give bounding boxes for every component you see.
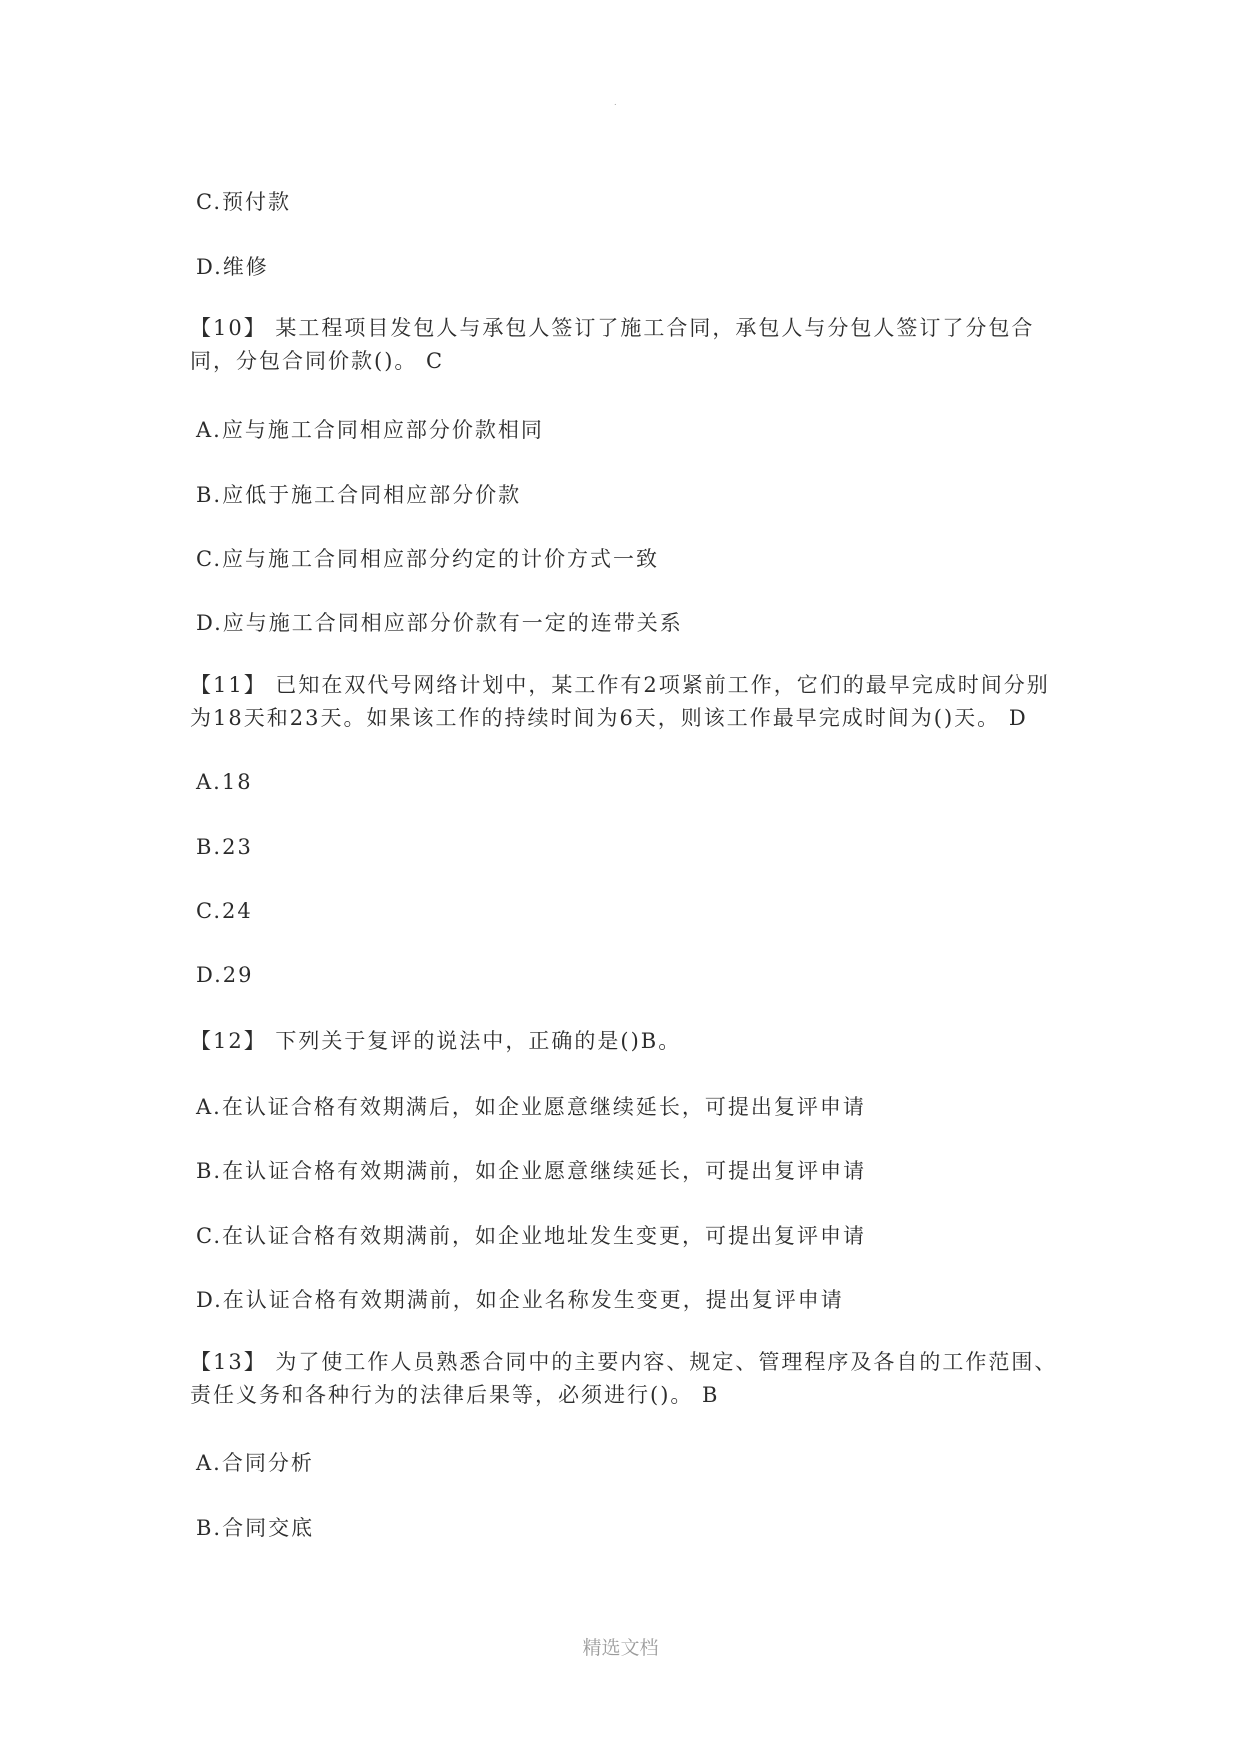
option-b: B.应低于施工合同相应部分价款 <box>196 483 522 507</box>
option-a: A.18 <box>196 770 253 794</box>
option-d: D.在认证合格有效期满前，如企业名称发生变更，提出复评申请 <box>196 1288 844 1312</box>
option-a: A.应与施工合同相应部分价款相同 <box>196 418 544 442</box>
question-10: 【10】 某工程项目发包人与承包人签订了施工合同，承包人与分包人签订了分包合同，分包合同价款()。 C <box>190 316 1035 373</box>
option-b: B.合同交底 <box>196 1516 315 1540</box>
option-b: B.23 <box>196 835 253 859</box>
question-11: 【11】 已知在双代号网络计划中，某工作有2项紧前工作，它们的最早完成时间分别为18天和23天。如果该工作的持续时间为6天，则该工作最早完成时间为()天。 D <box>190 673 1050 730</box>
option-a: A.合同分析 <box>196 1451 314 1475</box>
option-c: C.在认证合格有效期满前，如企业地址发生变更，可提出复评申请 <box>196 1224 866 1248</box>
footer-label: 精选文档 <box>582 1637 659 1659</box>
option-d: D.维修 <box>196 255 269 279</box>
option-d: D.29 <box>196 963 254 987</box>
option-c: C.应与施工合同相应部分约定的计价方式一致 <box>196 547 659 571</box>
option-d: D.应与施工合同相应部分价款有一定的连带关系 <box>196 611 683 635</box>
option-c: C.预付款 <box>196 190 291 214</box>
question-13: 【13】 为了使工作人员熟悉合同中的主要内容、规定、管理程序及各自的工作范围、责任义务和各种行为的法律后果等，必须进行()。 B <box>190 1350 1058 1407</box>
option-c: C.24 <box>196 899 253 923</box>
header-dot: . <box>614 98 617 107</box>
option-a: A.在认证合格有效期满后，如企业愿意继续延长，可提出复评申请 <box>196 1095 866 1119</box>
option-b: B.在认证合格有效期满前，如企业愿意继续延长，可提出复评申请 <box>196 1159 867 1183</box>
question-12: 【12】 下列关于复评的说法中，正确的是()B。 <box>190 1029 682 1053</box>
